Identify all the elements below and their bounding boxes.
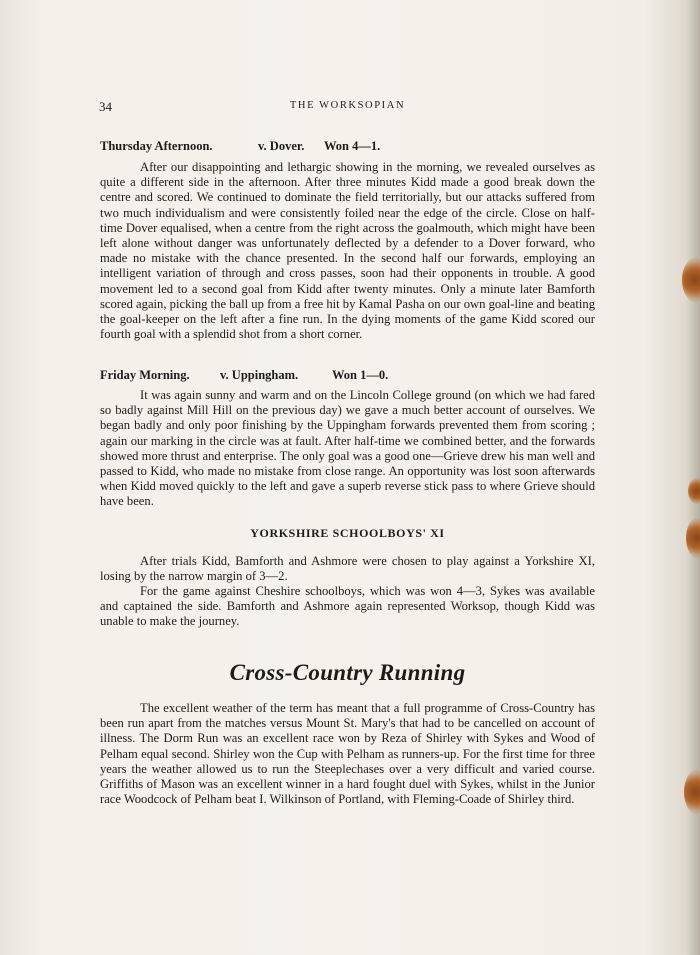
fixture-day: Friday Morning. (100, 368, 190, 382)
fixture-opponent: v. Uppingham. (220, 368, 299, 382)
match-report: After our disappointing and lethargic showing in the morning, we revealed ourselves as quite a different side in the afternoon. After three minutes Kidd made a good break down the centre and scored. We continued to dominate the field territorially, but our attacks suffered from two much individualism and were consistently foiled near the edge of the circle. Close on half-time Dover equalised, when a centre from the right across the goalmouth, which might have been left alone without danger was unfortunately deflected by a defender to a Dover forward, who made no mistake with the chance presented. In the second half our forwards, employing an intelligent variation of through and cross passes, soon had their opponents in trouble. A good movement led to a second goal from Kidd after twenty minutes. Only a minute later Bamforth scored again, picking the ball up from a free hit by Kamal Pasha on our own goal-line and beating the goal-keeper on the left after a fine run. In the dying moments of the game Kidd scored our fourth goal with a splendid shot from a short corner. (100, 160, 595, 342)
rust-stain (682, 258, 700, 302)
rust-stain (688, 478, 700, 504)
match-report: It was again sunny and warm and on the Lincoln College ground (on which we had fared so badly against Mill Hill on the previous day) we gave a much better account of ourselves. We began badly and only poor finishing by the Uppingham forwards prevented them from scoring ; again our marking in the circle was at fault. After half-time we combined better, and the forwards showed more thrust and enterprise. The only goal was a good one—Grieve drew his man well and passed to Kidd, who made no mistake from close range. An opportunity was lost soon afterwards when Kidd moved quickly to the left and gave a superb reverse stick pass to where Grieve should have been. (100, 388, 595, 509)
paragraph: For the game against Cheshire schoolboys, which was won 4—3, Sykes was available and captained the side. Bamforth and Ashmore again represented Worksop, though Kidd was unable to make the journey. (100, 584, 595, 629)
fixture-opponent: v. Dover. (258, 139, 305, 153)
fixture-heading (100, 139, 596, 155)
journal-title: THE WORKSOPIAN (289, 100, 406, 111)
section-title: Cross-Country Running (229, 660, 466, 685)
page-number: 34 (99, 99, 112, 114)
fixture-result: Won 1—0. (332, 368, 389, 382)
fixture-result: Won 4—1. (324, 139, 381, 153)
paragraph: The excellent weather of the term has meant that a full programme of Cross-Country has been run apart from the matches versus Mount St. Mary's that had to be cancelled on account of illness. The Dorm Run was an excellent race won by Reza of Shirley with Sykes and Wood of Pelham equal second. Shirley won the Cup with Pelham as runners-up. For the first time for three years the weather allowed us to run the Steeplechases over a very difficult and varied course. Griffiths of Mason was an excellent winner in a hard fought duel with Sykes, whilst in the Junior race Woodcock of Pelham beat I. Wilkinson of Portland, with Fleming-Coade of Shirley third. (100, 701, 595, 807)
fixture-day: Thursday Afternoon. (100, 139, 213, 153)
section-heading: YORKSHIRE SCHOOLBOYS' XI (250, 526, 445, 540)
paragraph: After trials Kidd, Bamforth and Ashmore were chosen to play against a Yorkshire XI, losing by the narrow margin of 3—2. (100, 554, 595, 584)
fixture-heading (100, 368, 596, 384)
running-head (99, 99, 596, 115)
